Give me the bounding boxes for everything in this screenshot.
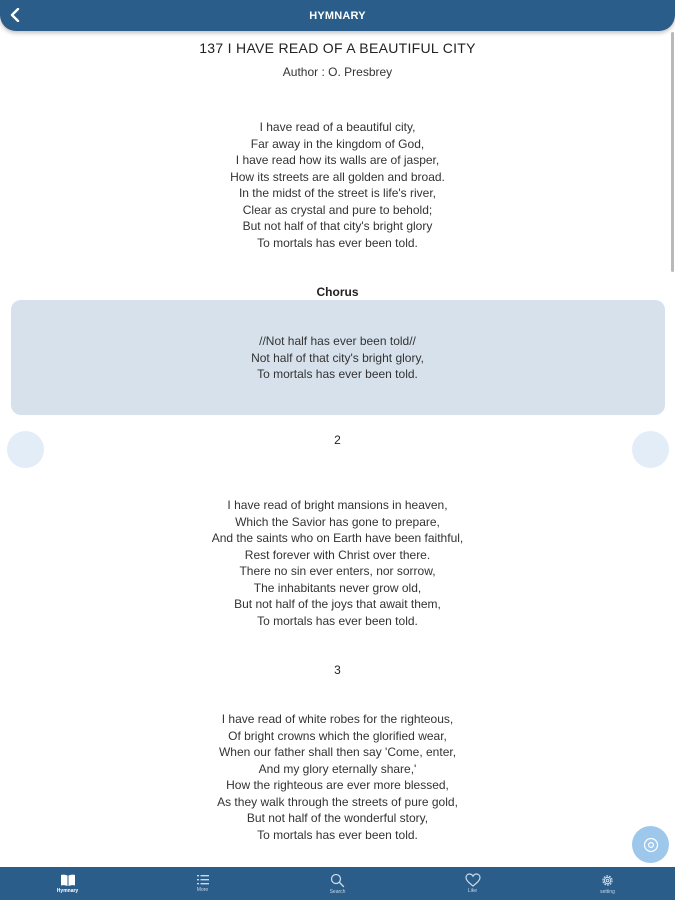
lyric-line: Of bright crowns which the glorified wear, [228, 728, 447, 743]
verse-3 [0, 711, 675, 843]
chorus-lyrics [0, 333, 675, 383]
lyric-line: Which the Savior has gone to prepare, [235, 514, 440, 529]
lyric-line: Clear as crystal and pure to behold; [242, 202, 433, 217]
app-title: HYMNARY [309, 9, 366, 22]
hymn-content[interactable] [0, 31, 675, 867]
lyric-line: I have read how its walls are of jasper, [235, 153, 440, 167]
lyric-line: How its streets are all golden and broad. [230, 169, 445, 184]
lyric-line: To mortals has ever been told. [257, 827, 418, 842]
book-icon [60, 873, 76, 887]
nav-label: setting [600, 888, 615, 895]
lyric-line: But not half of the joys that await them, [234, 597, 441, 611]
nav-item-more[interactable] [135, 867, 270, 900]
settings-icon [643, 837, 659, 853]
lyric-line: When our father shall then say 'Come, enter, [218, 745, 457, 759]
hymn-title: 137 I HAVE READ OF A BEAUTIFUL CITY [199, 40, 476, 56]
app-bar [0, 0, 675, 31]
lyric-line: There no sin ever enters, nor sorrow, [239, 564, 436, 578]
search-icon [330, 873, 345, 888]
lyric-line: But not half of the wonderful story, [246, 811, 429, 825]
lyric-line: But not half of that city's bright glory [242, 219, 433, 233]
verse-1 [0, 119, 675, 251]
nav-item-like[interactable] [405, 867, 540, 900]
lyric-line: To mortals has ever been told. [257, 235, 418, 250]
lyric-line: I have read of a beautiful city, [259, 120, 416, 134]
verse-2 [0, 497, 675, 629]
verse-number-2: 2 [334, 433, 341, 447]
lyric-line: Not half of that city's bright glory, [251, 350, 424, 365]
gear-icon [600, 873, 615, 888]
nav-item-setting[interactable] [540, 867, 675, 900]
chevron-left-icon [9, 8, 21, 22]
next-hymn-button[interactable] [632, 431, 669, 468]
lyric-line: How the righteous are ever more blessed, [226, 778, 449, 792]
list-icon [196, 874, 210, 886]
lyric-line: I have read of bright mansions in heaven, [227, 498, 448, 512]
nav-label: Like [467, 888, 478, 894]
chorus-label: Chorus [316, 285, 359, 299]
nav-label: More [196, 887, 209, 893]
settings-fab-button[interactable] [632, 826, 669, 863]
heart-icon [465, 873, 481, 887]
lyric-line: And the saints who on Earth have been faithful, [211, 531, 464, 545]
lyric-line: And my glory eternally share,' [258, 761, 417, 776]
bottom-navigation [0, 867, 675, 900]
verse-number-3: 3 [334, 663, 341, 677]
lyric-line: In the midst of the street is life's river, [238, 186, 437, 200]
nav-label: Hymnary [56, 888, 79, 894]
scrollbar[interactable] [671, 32, 674, 272]
nav-item-search[interactable] [270, 867, 405, 900]
lyric-line: Far away in the kingdom of God, [250, 136, 425, 151]
nav-label: Search [329, 888, 346, 895]
lyric-line: Rest forever with Christ over there. [244, 547, 431, 562]
lyric-line: I have read of white robes for the righteous, [221, 712, 454, 726]
previous-hymn-button[interactable] [7, 431, 44, 468]
back-button[interactable] [4, 4, 26, 26]
lyric-line: To mortals has ever been told. [257, 367, 418, 381]
hymn-author: Author : O. Presbrey [282, 65, 393, 79]
lyric-line: The inhabitants never grow old, [253, 580, 422, 595]
lyric-line: As they walk through the streets of pure gold, [217, 794, 458, 809]
nav-item-hymnary[interactable] [0, 867, 135, 900]
lyric-line: //Not half has ever been told// [259, 334, 416, 348]
lyric-line: To mortals has ever been told. [257, 613, 418, 628]
